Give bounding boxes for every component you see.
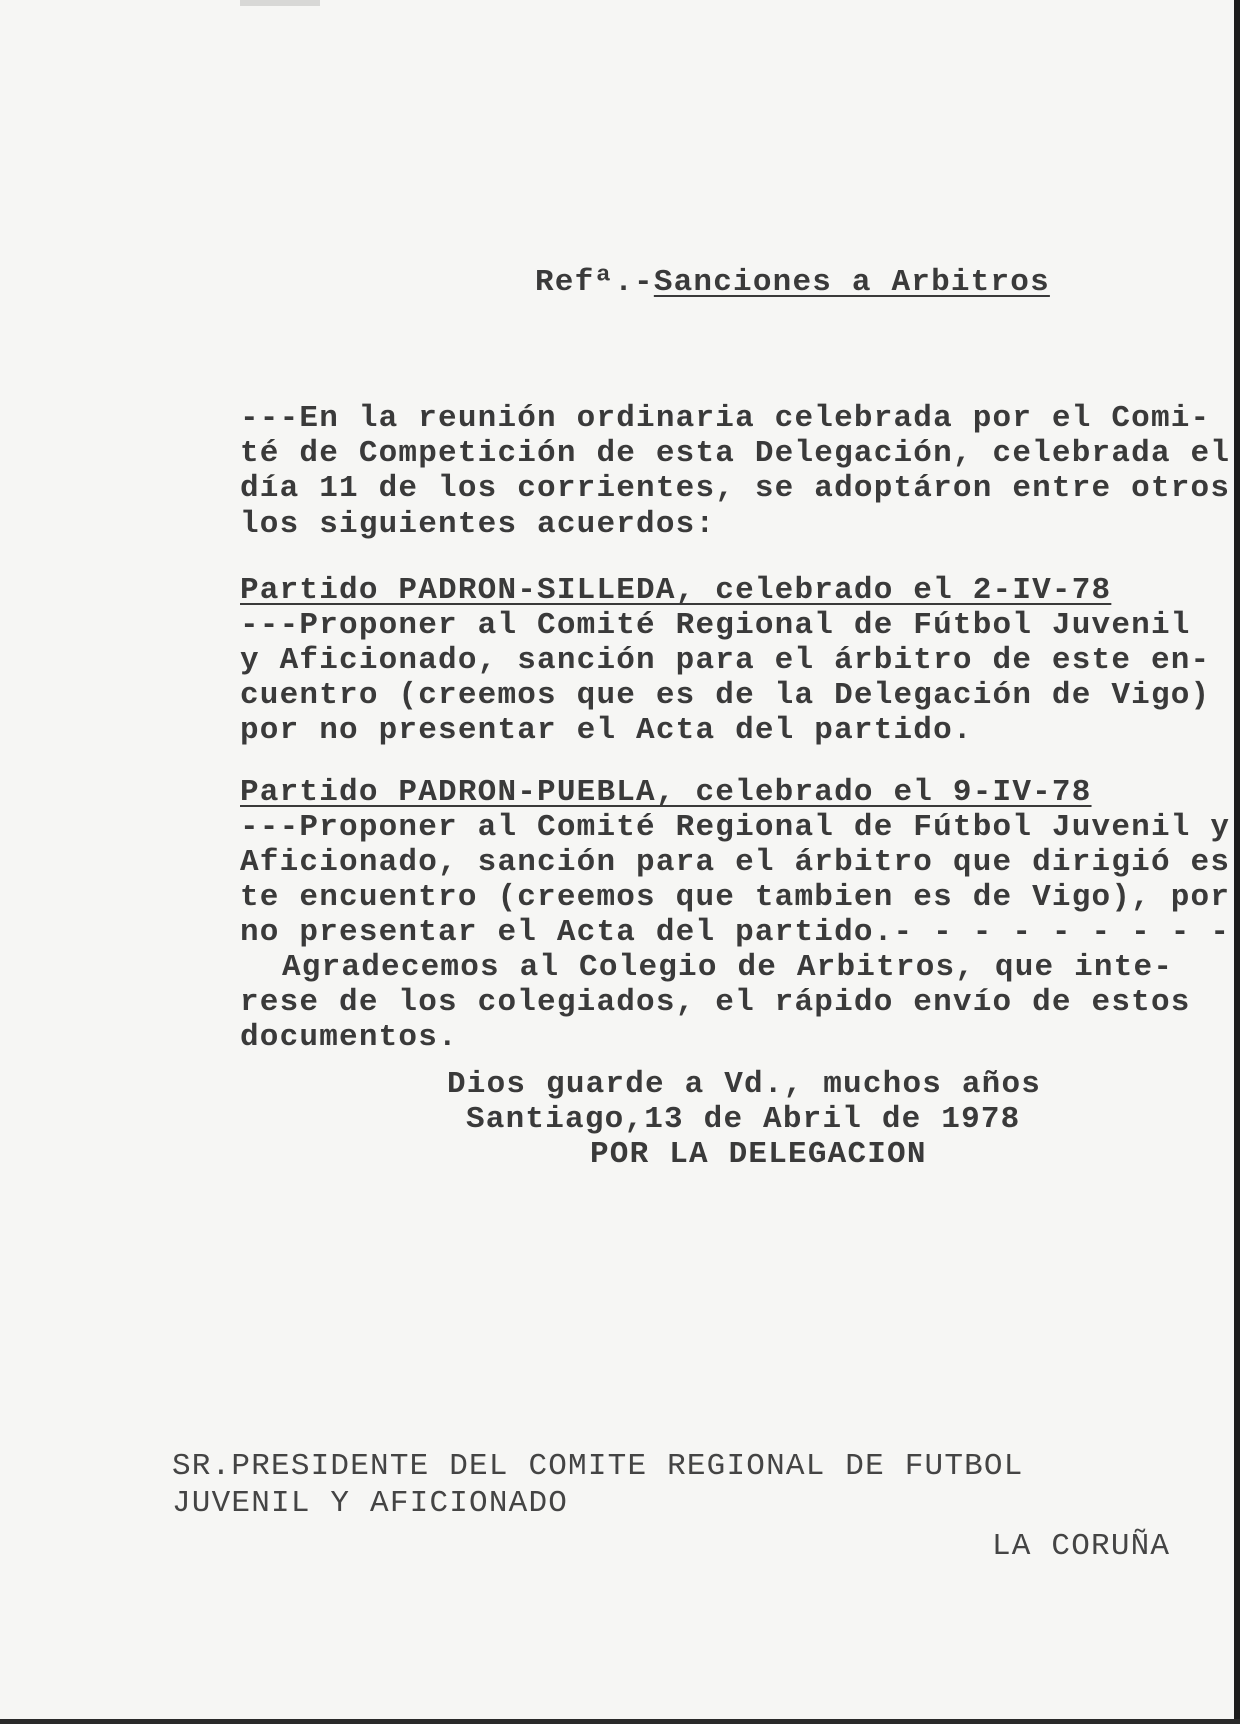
- reference-prefix: Refª.-: [535, 265, 654, 300]
- intro-line: los siguientes acuerdos:: [240, 507, 716, 542]
- match1-heading: Partido PADRON-SILLEDA, celebrado el 2-IV-78: [240, 573, 1112, 608]
- match1-line: por no presentar el Acta del partido.: [240, 713, 973, 748]
- reference-subject: Sanciones a Arbitros: [653, 265, 1050, 300]
- match2-heading: Partido PADRON-PUEBLA, celebrado el 9-IV-78: [240, 775, 1092, 810]
- intro-line: ---En la reunión ordinaria celebrada por el Comi-: [240, 401, 1211, 436]
- match2-line: te encuentro (creemos que tambien es de Vigo), por: [240, 880, 1231, 915]
- match2-line: ---Proponer al Comité Regional de Fútbol Juvenil y: [240, 810, 1231, 845]
- match2-line: Aficionado, sanción para el árbitro que dirigió es: [240, 845, 1231, 880]
- addressee-line: JUVENIL Y AFICIONADO: [172, 1486, 569, 1521]
- thanks-line: documentos.: [240, 1020, 458, 1055]
- intro-line: día 11 de los corrientes, se adoptáron entre otros: [240, 471, 1231, 506]
- addressee-city: LA CORUÑA: [992, 1529, 1171, 1564]
- reference-line: [535, 266, 1050, 300]
- closing-salutation: Dios guarde a Vd., muchos años: [447, 1067, 1042, 1102]
- match1-line: y Aficionado, sanción para el árbitro de este en-: [240, 643, 1211, 678]
- match2-line: no presentar el Acta del partido.- - - - - - - - -: [240, 915, 1231, 950]
- thanks-line: rese de los colegiados, el rápido envío de estos: [240, 985, 1191, 1020]
- intro-line: té de Competición de esta Delegación, celebrada el: [240, 436, 1231, 471]
- scan-edge-top: [240, 0, 320, 6]
- match1-line: cuentro (creemos que es de la Delegación de Vigo): [240, 678, 1211, 713]
- match1-line: ---Proponer al Comité Regional de Fútbol Juvenil: [240, 608, 1191, 643]
- thanks-line: Agradecemos al Colegio de Arbitros, que inte-: [282, 950, 1174, 985]
- closing-signature: POR LA DELEGACION: [590, 1137, 927, 1172]
- scan-edge-bottom: [0, 1719, 1240, 1724]
- addressee-line: SR.PRESIDENTE DEL COMITE REGIONAL DE FUTBOL: [172, 1449, 1024, 1484]
- closing-place-date: Santiago,13 de Abril de 1978: [466, 1102, 1021, 1137]
- scan-edge-right: [1234, 0, 1240, 1724]
